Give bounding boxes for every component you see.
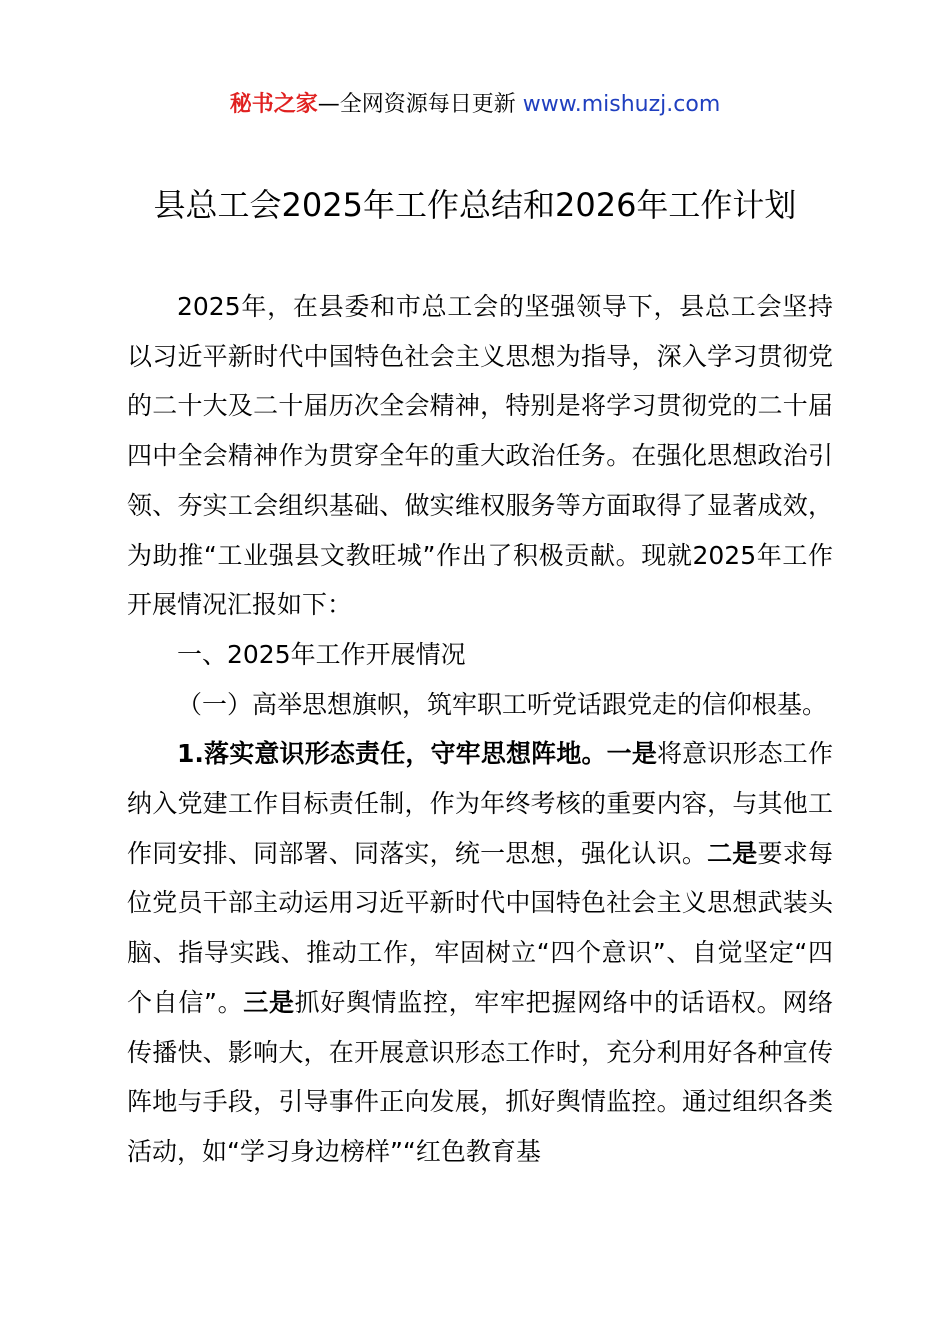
document-body: [127, 282, 833, 1177]
site-url[interactable]: www.mishuzj.com: [522, 92, 721, 117]
point-text-1: 将意识形态工作纳入党建工作目标责任制，作为年终考核的重要内容，与其他工作同安排、同部署、同落实，统一思想，强化认识。: [127, 739, 833, 868]
intro-paragraph: 2025年，在县委和市总工会的坚强领导下，县总工会坚持以习近平新时代中国特色社会主义思想为指导，深入学习贯彻党的二十大及二十届历次全会精神，特别是将学习贯彻党的二十届四中全会精神作为贯穿全年的重大政治任务。在强化思想政治引领、夯实工会组织基础、做实维权服务等方面取得了显著成效，为助推“工业强县文教旺城”作出了积极贡献。现就2025年工作开展情况汇报如下：: [127, 292, 833, 620]
document-title: 县总工会2025年工作总结和2026年工作计划: [153, 186, 797, 224]
subsection-heading: （一）高举思想旗帜，筑牢职工听党话跟党走的信仰根基。: [177, 689, 828, 719]
point-label-1: 一是: [606, 739, 657, 769]
item-paragraph: [127, 729, 833, 1176]
point-text-2: 要求每位党员干部主动运用习近平新时代中国特色社会主义思想武装头脑、指导实践、推动工作，牢固树立“四个意识”、自觉坚定“四个自信”。: [127, 838, 833, 1017]
brand-name: 秘书之家: [229, 92, 318, 117]
point-label-3: 三是: [243, 987, 295, 1017]
header-tagline: —全网资源每日更新: [317, 92, 516, 117]
site-header: [0, 88, 950, 122]
point-label-2: 二是: [707, 838, 758, 868]
point-text-3: 抓好舆情监控，牢牢把握网络中的话语权。网络传播快、影响大，在开展意识形态工作时，充分利用好各种宣传阵地与手段，引导事件正向发展，抓好舆情监控。通过组织各类活动，如“学习身边榜样”“红色教育基: [127, 987, 833, 1166]
section-heading: 一、2025年工作开展情况: [177, 639, 466, 669]
item-heading: 1.落实意识形态责任，守牢思想阵地。: [177, 739, 607, 769]
